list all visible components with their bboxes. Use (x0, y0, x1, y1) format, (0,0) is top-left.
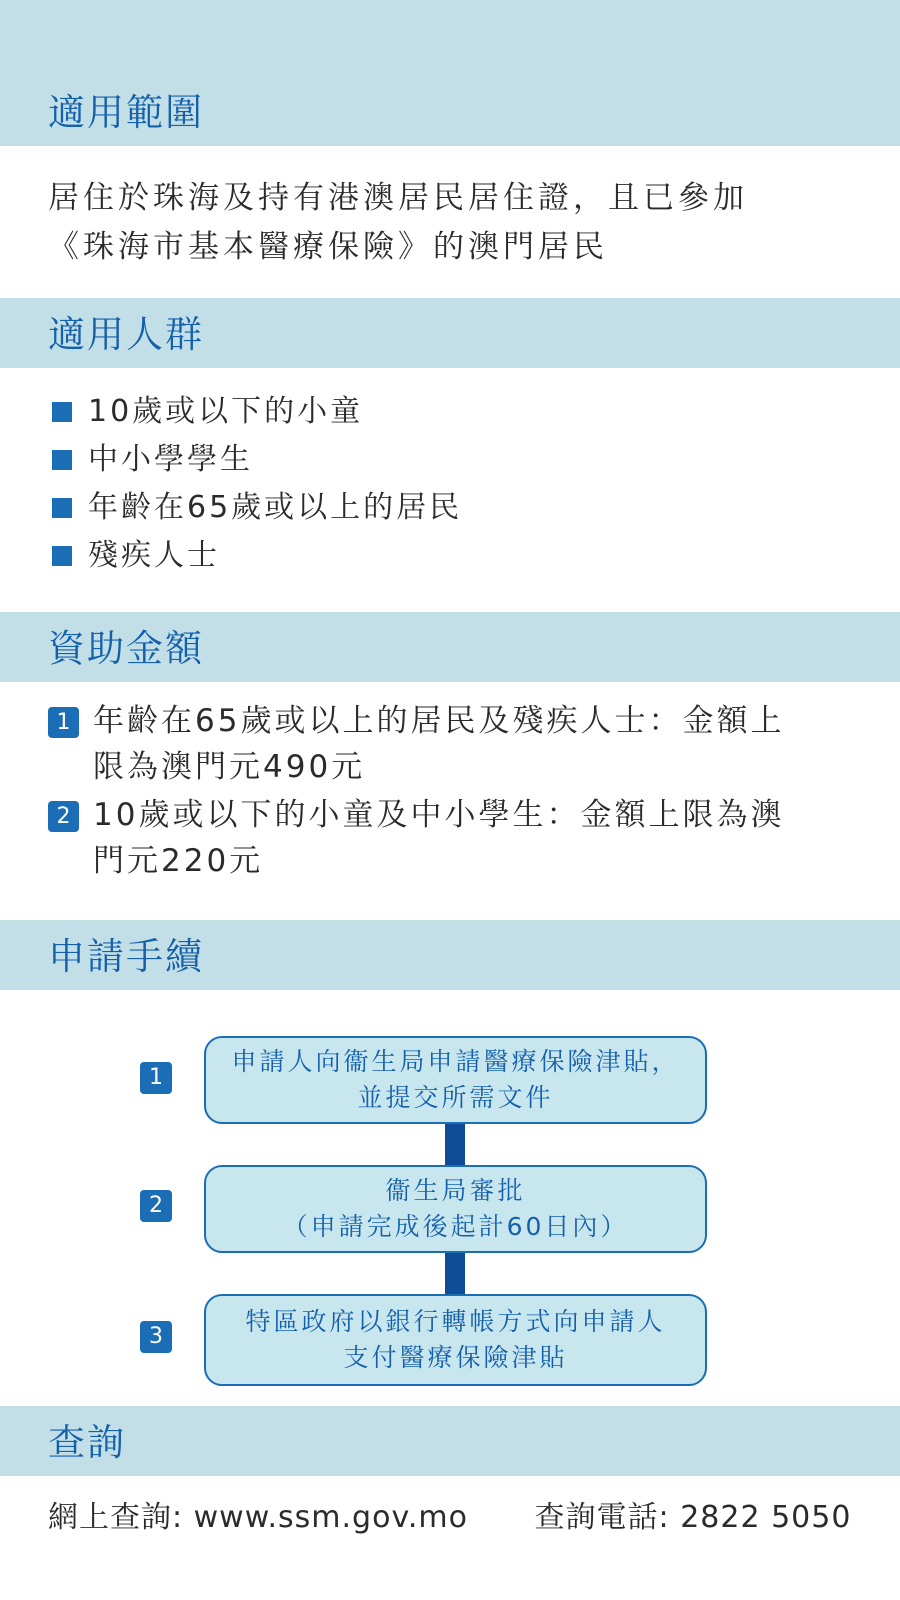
section-procedure-header (0, 920, 900, 990)
number-badge: 1 (48, 707, 79, 738)
website-text: 網上查詢: www.ssm.gov.mo (48, 1500, 468, 1535)
step-box (204, 1165, 707, 1253)
section-target-header (0, 298, 900, 368)
amount-text (93, 698, 784, 790)
list-item-label: 10歲或以下的小童 (88, 394, 364, 429)
bullet-square-icon (52, 450, 72, 470)
bullet-square-icon (52, 498, 72, 518)
list-item-label: 中小學學生 (88, 442, 253, 477)
bullet-square-icon (52, 402, 72, 422)
bullet-square-icon (52, 546, 72, 566)
amount-line: 門元220元 (93, 843, 264, 879)
section-scope-header (0, 0, 900, 146)
list-item-label: 殘疾人士 (88, 538, 220, 573)
step-number-badge: 3 (140, 1321, 172, 1353)
amount-line: 年齡在65歲或以上的居民及殘疾人士：金額上 (93, 703, 785, 739)
amount-line: 限為澳門元490元 (93, 749, 366, 785)
step-box (204, 1036, 707, 1124)
step-line: 支付醫療保險津貼 (343, 1343, 568, 1372)
contact-info (48, 1492, 851, 1536)
list-item (52, 532, 462, 580)
flow-connector (445, 1251, 465, 1296)
flow-connector (445, 1122, 465, 1167)
amount-text (93, 792, 784, 884)
scope-line: 居住於珠海及持有港澳居民居住證，且已參加 (48, 180, 748, 216)
step-line: （申請完成後起計60日內） (282, 1212, 629, 1241)
list-item (52, 484, 462, 532)
list-item-label: 年齡在65歲或以上的居民 (88, 490, 463, 525)
section-enquiry-header (0, 1406, 900, 1476)
list-item (52, 436, 462, 484)
amount-line: 10歲或以下的小童及中小學生：金額上限為澳 (93, 797, 785, 833)
step-line: 特區政府以銀行轉帳方式向申請人 (245, 1307, 666, 1336)
step-number-badge: 1 (140, 1062, 172, 1094)
section-title: 適用人群 (48, 313, 204, 356)
section-title: 適用範圍 (48, 91, 204, 134)
section-title: 資助金額 (48, 627, 204, 670)
section-amount-header (0, 612, 900, 682)
phone-text: 查詢電話: 2822 5050 (534, 1500, 852, 1535)
step-number-badge: 2 (140, 1190, 172, 1222)
amount-item (48, 792, 848, 884)
step-box (204, 1294, 707, 1386)
number-badge: 2 (48, 801, 79, 832)
list-item (52, 388, 462, 436)
step-line: 並提交所需文件 (357, 1083, 554, 1112)
section-title: 查詢 (48, 1421, 126, 1464)
scope-line: 《珠海市基本醫療保險》的澳門居民 (48, 229, 608, 265)
step-line: 衞生局審批 (385, 1176, 526, 1205)
amount-item (48, 698, 848, 790)
scope-text (48, 174, 748, 272)
target-list (52, 388, 462, 580)
step-line: 申請人向衞生局申請醫療保險津貼， (231, 1047, 680, 1076)
section-title: 申請手續 (48, 935, 204, 978)
